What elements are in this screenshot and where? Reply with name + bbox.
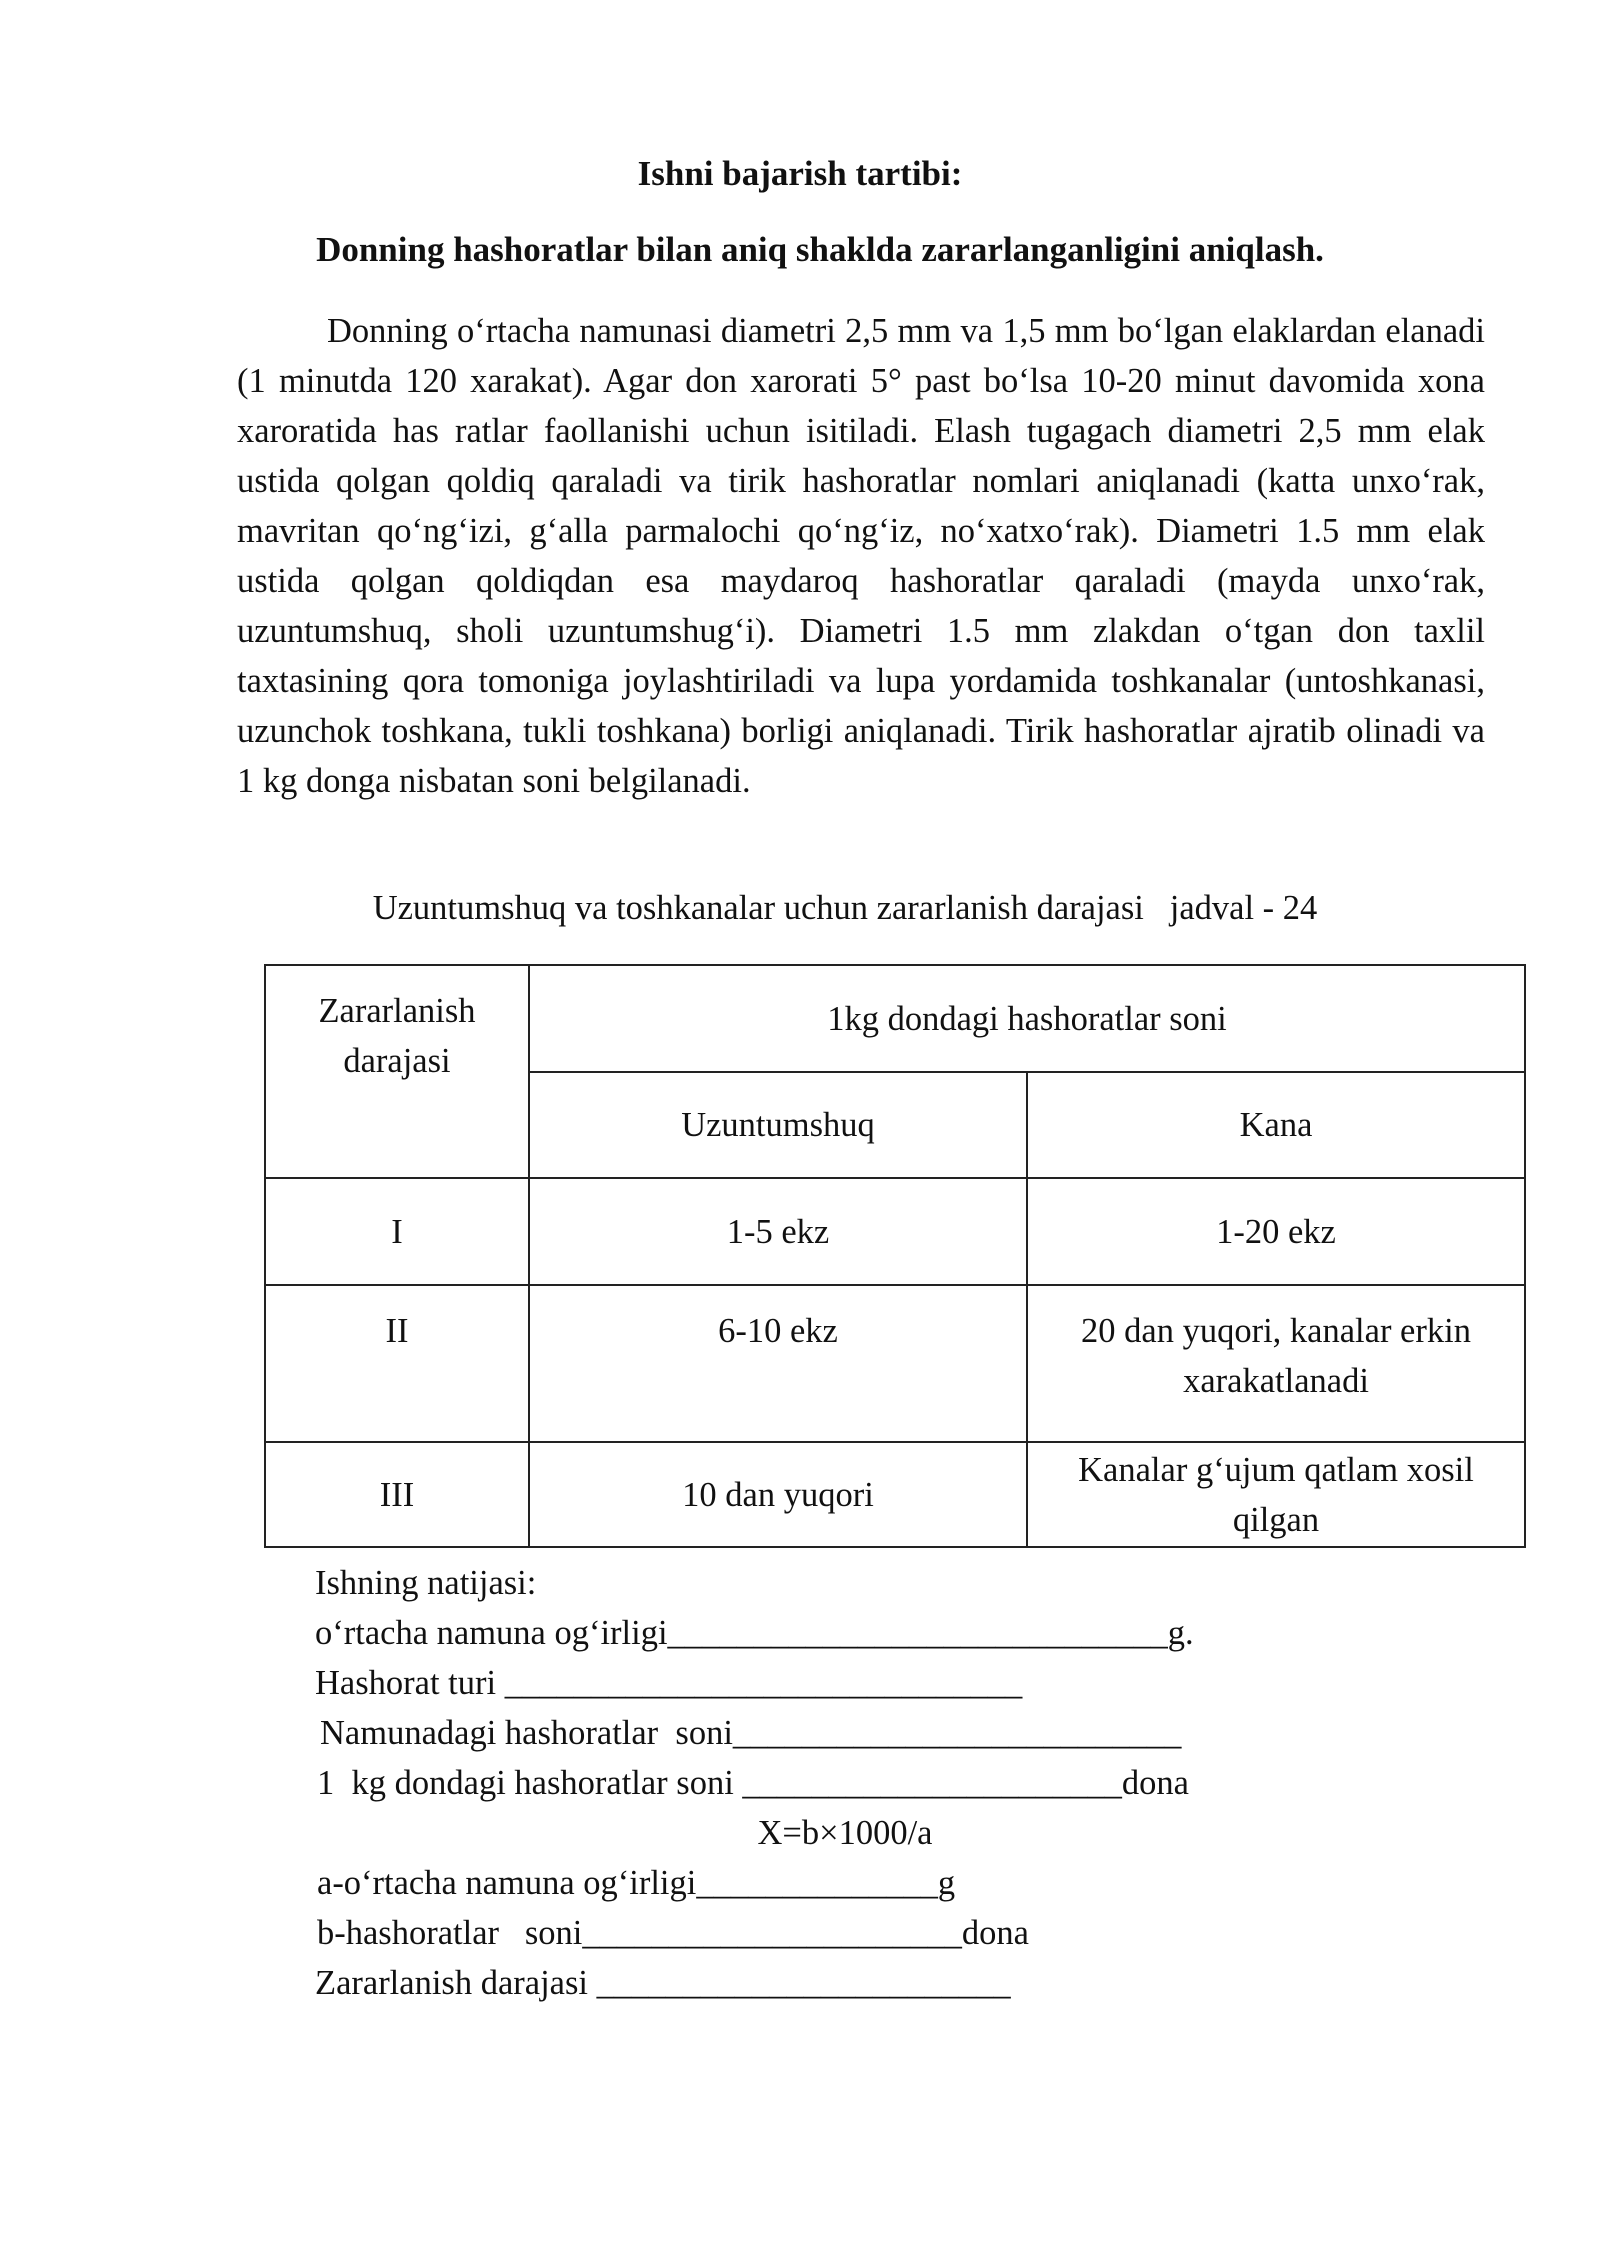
table-caption: Uzuntumshuq va toshkanalar uchun zararlanish darajasi jadval - 24 [372, 889, 1318, 927]
table-cell: 1-20 ekz [1027, 1178, 1525, 1285]
table-cell: II [265, 1285, 529, 1442]
table-cell: III [265, 1442, 529, 1547]
table-cell: I [265, 1178, 529, 1285]
table-cell: 1-5 ekz [529, 1178, 1027, 1285]
table-row [265, 1285, 1525, 1442]
table-header-row [265, 965, 1525, 1072]
table-row [265, 1178, 1525, 1285]
formula-line: X=b×1000/a [757, 1814, 933, 1852]
table-cell: Kanalar g‘ujum qatlam xosil qilgan [1027, 1442, 1525, 1547]
damage-level-line: Zararlanish darajasi ________________________ [315, 1964, 1011, 2002]
variable-a-line: a-o‘rtacha namuna og‘irligi______________g [317, 1864, 956, 1902]
table-cell: 6-10 ekz [529, 1285, 1027, 1442]
section-subheading: Donning hashoratlar bilan aniq shaklda zararlanganligini aniqlash. [316, 230, 1324, 269]
damage-level-table [264, 964, 1526, 1548]
variable-b-line: b-hashoratlar soni______________________dona [317, 1914, 1029, 1952]
table-cell: 20 dan yuqori, kanalar erkin xarakatlanadi [1027, 1285, 1525, 1442]
header-cell-group: 1kg dondagi hashoratlar soni [529, 965, 1525, 1072]
insect-type-line: Hashorat turi ______________________________ [315, 1664, 1023, 1702]
table-cell: 10 dan yuqori [529, 1442, 1027, 1547]
per-kg-count-line: 1 kg dondagi hashoratlar soni ______________________dona [317, 1764, 1189, 1802]
sample-weight-line: o‘rtacha namuna og‘irligi_____________________________g. [315, 1614, 1194, 1652]
subheader-cell-weevil: Uzuntumshuq [529, 1072, 1027, 1178]
subheader-cell-mite: Kana [1027, 1072, 1525, 1178]
insect-count-line: Namunadagi hashoratlar soni__________________________ [320, 1714, 1182, 1752]
results-title: Ishning natijasi: [315, 1564, 537, 1602]
procedure-paragraph: Donning o‘rtacha namunasi diametri 2,5 mm va 1,5 mm bo‘lgan elaklardan elanadi (1 minutda 120 xarakat). Agar don xarorati 5° past bo‘lsa 10-20 minut davomida xona xaroratida has ratlar faollanishi uchun isitiladi. Elash tugagach diametri 2,5 mm elak ustida qolgan qoldiq qaraladi va tirik hashoratlar nomlari aniqlanadi (katta unxo‘rak, mavritan qo‘ng‘izi, g‘alla parmalochi qo‘ng‘iz, no‘xatxo‘rak). Diametri 1.5 mm elak ustida qolgan qoldiqdan esa maydaroq hashoratlar qaraladi (mayda unxo‘rak, uzuntumshuq, sholi uzuntumshug‘i). Diametri 1.5 mm zlakdan o‘tgan don taxlil taxtasining qora tomoniga joylashtiriladi va lupa yordamida toshkanalar (untoshkanasi, uzunchok toshkana, tukli toshkana) borligi aniqlanadi. Tirik hashoratlar ajratib olinadi va 1 kg donga nisbatan soni belgilanadi. [237, 312, 1485, 800]
header-cell-level: Zararlanish darajasi [265, 965, 529, 1178]
table-row [265, 1442, 1525, 1547]
section-heading: Ishni bajarish tartibi: [637, 154, 963, 193]
